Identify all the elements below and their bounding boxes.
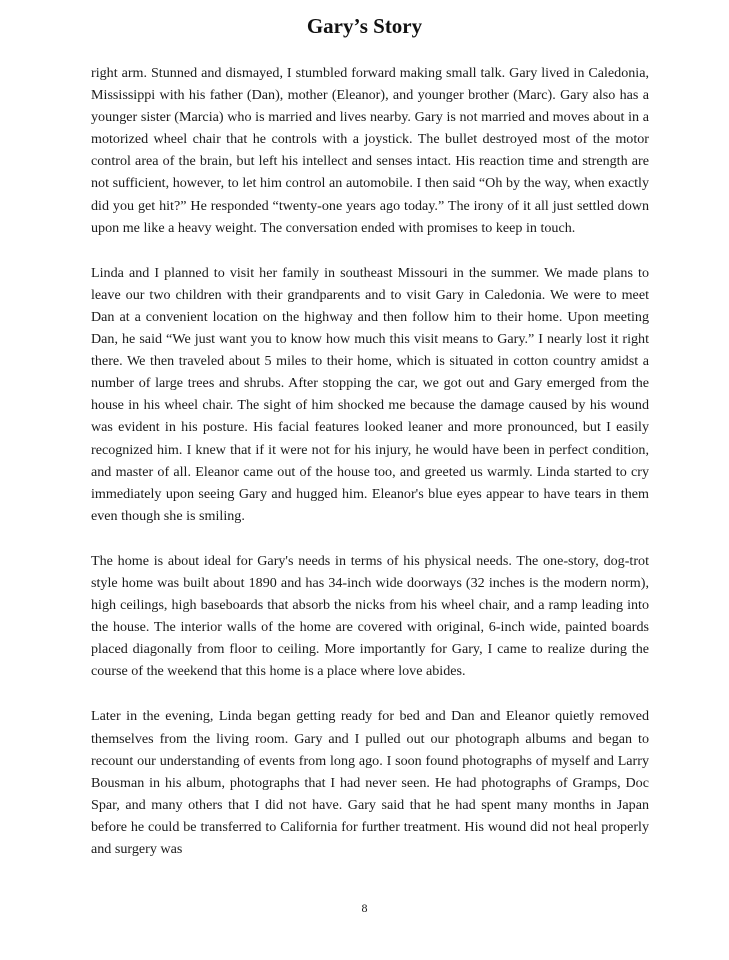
body-text <box>91 62 649 883</box>
paragraph-4: Later in the evening, Linda began getting ready for bed and Dan and Eleanor quietly removed themselves from the living room. Gary and I pulled out our photograph albums and began to recount our understanding of events from long ago. I soon found photographs of myself and Larry Bousman in his album, photographs that I had never seen. He had photographs of Gramps, Doc Spar, and many others that I did not have. Gary said that he had spent many months in Japan before he could be transferred to California for further treatment. His wound did not heal properly and surgery was <box>91 708 649 857</box>
paragraph-3: The home is about ideal for Gary's needs in terms of his physical needs. The one-story, dog-trot style home was built about 1890 and has 34-inch wide doorways (32 inches is the modern norm), high ceilings, high baseboards that absorb the nicks from his wheel chair, and a ramp leading into the house. The interior walls of the home are covered with original, 6-inch wide, painted boards placed diagonally from floor to ceiling. More importantly for Gary, I came to realize during the course of the weekend that this home is a place where love abides. <box>91 552 649 680</box>
page-title: Gary’s Story <box>306 14 423 38</box>
paragraph-2: Linda and I planned to visit her family in southeast Missouri in the summer. We made plans to leave our two children with their grandparents and to visit Gary in Caledonia. We were to meet Dan at a convenient location on the highway and then follow him to their home. Upon meeting Dan, he said “We just want you to know how much this visit means to Gary.” I nearly lost it right there. We then traveled about 5 miles to their home, which is situated in cotton country amidst a number of large trees and shrubs. After stopping the car, we got out and Gary emerged from the house in his wheel chair. The sight of him shocked me because the damage caused by his wound was evident in his posture. His facial features looked leaner and more pronounced, but I easily recognized him. I knew that if it were not for his injury, he would have been in perfect condition, and master of all. Eleanor came out of the house too, and greeted us warmly. Linda started to cry immediately upon seeing Gary and hugged him. Eleanor's blue eyes appear to have tears in them even though she is smiling. <box>91 264 649 524</box>
paragraph-1: right arm. Stunned and dismayed, I stumbled forward making small talk. Gary lived in Caledonia, Mississippi with his father (Dan), mother (Eleanor), and younger brother (Marc). Gary also has a younger sister (Marcia) who is married and lives nearby. Gary is not married and moves about in a motorized wheel chair that he controls with a joystick. The bullet destroyed most of the motor control area of the brain, but left his intellect and senses intact. His reaction time and strength are not sufficient, however, to let him control an automobile. I then said “Oh by the way, when exactly did you get hit?” He responded “twenty-one years ago today.” The irony of it all just settled down upon me like a heavy weight. The conversation ended with promises to keep in touch. <box>91 65 649 236</box>
page-number: 8 <box>361 901 368 915</box>
